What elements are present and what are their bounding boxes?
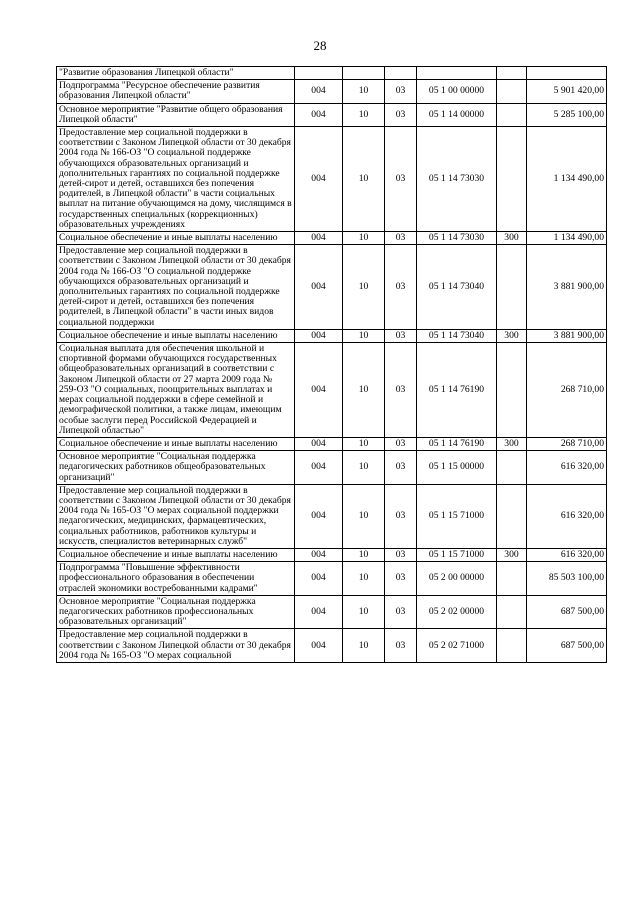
- table-row: [57, 343, 607, 438]
- row-subsection-cell: 03: [385, 595, 417, 629]
- row-section-cell: 10: [343, 629, 385, 663]
- row-target-article-cell: 05 1 00 00000: [417, 80, 497, 103]
- row-name-cell: Предоставление мер социальной поддержки в соответствии с Законом Липецкой области от 30 декабря 2004 года № 165-ОЗ "О мерах социальной: [57, 629, 295, 663]
- row-target-article-cell: 05 1 14 73040: [417, 329, 497, 342]
- row-subsection-cell: 03: [385, 80, 417, 103]
- table-row: [57, 562, 607, 596]
- row-section-cell: 10: [343, 595, 385, 629]
- row-target-article-cell: 05 1 14 73030: [417, 232, 497, 245]
- row-grbs-cell: 004: [295, 437, 343, 450]
- row-target-article-cell: 05 1 14 00000: [417, 103, 497, 126]
- row-name-cell: Социальное обеспечение и иные выплаты населению: [57, 232, 295, 245]
- row-amount-cell: 687 500,00: [527, 629, 607, 663]
- row-amount-cell: 616 320,00: [527, 451, 607, 485]
- row-grbs-cell: [295, 67, 343, 80]
- row-expense-type-cell: [497, 103, 527, 126]
- row-target-article-cell: [417, 67, 497, 80]
- row-amount-cell: [527, 67, 607, 80]
- table-row: [57, 437, 607, 450]
- row-subsection-cell: 03: [385, 232, 417, 245]
- table-row: [57, 484, 607, 548]
- row-section-cell: 10: [343, 245, 385, 330]
- row-grbs-cell: 004: [295, 127, 343, 232]
- row-grbs-cell: 004: [295, 629, 343, 663]
- row-name-cell: Подпрограмма "Ресурсное обеспечение развития образования Липецкой области": [57, 80, 295, 103]
- row-name-cell: Предоставление мер социальной поддержки в соответствии с Законом Липецкой области от 30 декабря 2004 года № 166-ОЗ "О социальной поддержке обучающихся образовательных организаций и дополнительных гарантиях по социальной поддержке детей-сирот и детей, оставшихся без попечения родителей, в Липецкой области" в части социальных выплат на питание обучающимся на дому, числящимся в государственных специальных (коррекционных) образовательных учреждениях: [57, 127, 295, 232]
- row-expense-type-cell: [497, 451, 527, 485]
- table-row: [57, 595, 607, 629]
- row-amount-cell: 3 881 900,00: [527, 329, 607, 342]
- row-grbs-cell: 004: [295, 103, 343, 126]
- row-target-article-cell: 05 1 15 71000: [417, 484, 497, 548]
- row-section-cell: 10: [343, 80, 385, 103]
- row-subsection-cell: [385, 67, 417, 80]
- row-section-cell: 10: [343, 103, 385, 126]
- row-subsection-cell: 03: [385, 127, 417, 232]
- row-subsection-cell: 03: [385, 329, 417, 342]
- table-row: [57, 67, 607, 80]
- row-amount-cell: 268 710,00: [527, 343, 607, 438]
- row-subsection-cell: 03: [385, 562, 417, 596]
- row-subsection-cell: 03: [385, 451, 417, 485]
- row-section-cell: 10: [343, 232, 385, 245]
- row-expense-type-cell: [497, 629, 527, 663]
- row-amount-cell: 616 320,00: [527, 548, 607, 561]
- row-subsection-cell: 03: [385, 343, 417, 438]
- row-amount-cell: 268 710,00: [527, 437, 607, 450]
- row-section-cell: 10: [343, 437, 385, 450]
- row-amount-cell: 5 901 420,00: [527, 80, 607, 103]
- row-expense-type-cell: 300: [497, 232, 527, 245]
- table-row: [57, 232, 607, 245]
- row-subsection-cell: 03: [385, 484, 417, 548]
- row-amount-cell: 3 881 900,00: [527, 245, 607, 330]
- row-target-article-cell: 05 2 02 71000: [417, 629, 497, 663]
- row-grbs-cell: 004: [295, 80, 343, 103]
- row-grbs-cell: 004: [295, 329, 343, 342]
- row-target-article-cell: 05 1 14 73040: [417, 245, 497, 330]
- row-section-cell: 10: [343, 484, 385, 548]
- row-name-cell: Социальное обеспечение и иные выплаты населению: [57, 437, 295, 450]
- row-expense-type-cell: [497, 67, 527, 80]
- table-body: [57, 67, 607, 663]
- row-name-cell: Социальная выплата для обеспечения школьной и спортивной формами обучающихся государственных общеобразовательных организаций в соответствии с Законом Липецкой области от 27 марта 2009 года № 259-ОЗ "О социальных, поощрительных выплатах и мерах социальной поддержки в сфере семейной и демографической политики, а также лицам, имеющим особые заслуги перед Российской Федерацией и Липецкой областью": [57, 343, 295, 438]
- row-expense-type-cell: [497, 80, 527, 103]
- row-name-cell: Социальное обеспечение и иные выплаты населению: [57, 548, 295, 561]
- row-amount-cell: 1 134 490,00: [527, 232, 607, 245]
- row-grbs-cell: 004: [295, 595, 343, 629]
- table-row: [57, 629, 607, 663]
- row-target-article-cell: 05 2 02 00000: [417, 595, 497, 629]
- row-subsection-cell: 03: [385, 245, 417, 330]
- row-name-cell: Подпрограмма "Повышение эффективности профессионального образования в обеспечении отраслей экономики востребованными кадрами": [57, 562, 295, 596]
- row-subsection-cell: 03: [385, 103, 417, 126]
- row-grbs-cell: 004: [295, 232, 343, 245]
- table-row: [57, 451, 607, 485]
- table-row: [57, 127, 607, 232]
- row-grbs-cell: 004: [295, 245, 343, 330]
- row-expense-type-cell: [497, 343, 527, 438]
- row-section-cell: [343, 67, 385, 80]
- row-target-article-cell: 05 1 14 76190: [417, 437, 497, 450]
- row-expense-type-cell: 300: [497, 329, 527, 342]
- row-amount-cell: 85 503 100,00: [527, 562, 607, 596]
- row-subsection-cell: 03: [385, 548, 417, 561]
- row-subsection-cell: 03: [385, 629, 417, 663]
- row-section-cell: 10: [343, 548, 385, 561]
- row-target-article-cell: 05 2 00 00000: [417, 562, 497, 596]
- row-expense-type-cell: 300: [497, 437, 527, 450]
- row-grbs-cell: 004: [295, 548, 343, 561]
- row-section-cell: 10: [343, 343, 385, 438]
- table-row: [57, 548, 607, 561]
- row-name-cell: Основное мероприятие "Социальная поддержка педагогических работников общеобразовательных организаций": [57, 451, 295, 485]
- table-row: [57, 245, 607, 330]
- table-row: [57, 80, 607, 103]
- row-grbs-cell: 004: [295, 562, 343, 596]
- row-subsection-cell: 03: [385, 437, 417, 450]
- row-section-cell: 10: [343, 562, 385, 596]
- row-amount-cell: 616 320,00: [527, 484, 607, 548]
- budget-table: [56, 66, 607, 663]
- row-target-article-cell: 05 1 14 73030: [417, 127, 497, 232]
- row-section-cell: 10: [343, 329, 385, 342]
- row-target-article-cell: 05 1 15 71000: [417, 548, 497, 561]
- row-amount-cell: 1 134 490,00: [527, 127, 607, 232]
- row-grbs-cell: 004: [295, 343, 343, 438]
- row-expense-type-cell: [497, 484, 527, 548]
- page-number: 28: [313, 38, 327, 53]
- row-expense-type-cell: [497, 562, 527, 596]
- row-name-cell: Социальное обеспечение и иные выплаты населению: [57, 329, 295, 342]
- row-expense-type-cell: 300: [497, 548, 527, 561]
- row-name-cell: "Развитие образования Липецкой области": [57, 67, 295, 80]
- row-expense-type-cell: [497, 245, 527, 330]
- table-row: [57, 103, 607, 126]
- row-target-article-cell: 05 1 14 76190: [417, 343, 497, 438]
- row-expense-type-cell: [497, 595, 527, 629]
- row-grbs-cell: 004: [295, 484, 343, 548]
- row-target-article-cell: 05 1 15 00000: [417, 451, 497, 485]
- row-amount-cell: 5 285 100,00: [527, 103, 607, 126]
- row-name-cell: Основное мероприятие "Развитие общего образования Липецкой области": [57, 103, 295, 126]
- table-row: [57, 329, 607, 342]
- row-grbs-cell: 004: [295, 451, 343, 485]
- row-name-cell: Основное мероприятие "Социальная поддержка педагогических работников профессиональных образовательных организаций": [57, 595, 295, 629]
- row-section-cell: 10: [343, 127, 385, 232]
- row-name-cell: Предоставление мер социальной поддержки в соответствии с Законом Липецкой области от 30 декабря 2004 года № 166-ОЗ "О социальной поддержке обучающихся образовательных организаций и дополнительных гарантиях по социальной поддержке детей-сирот и детей, оставшихся без попечения родителей, в Липецкой области" в части иных видов социальной поддержки: [57, 245, 295, 330]
- row-amount-cell: 687 500,00: [527, 595, 607, 629]
- row-section-cell: 10: [343, 451, 385, 485]
- row-name-cell: Предоставление мер социальной поддержки в соответствии с Законом Липецкой области от 30 декабря 2004 года № 165-ОЗ "О мерах социальной поддержки педагогических, медицинских, фармацевтических, социальных работников, работников культуры и искусств, специалистов ветеринарных служб": [57, 484, 295, 548]
- row-expense-type-cell: [497, 127, 527, 232]
